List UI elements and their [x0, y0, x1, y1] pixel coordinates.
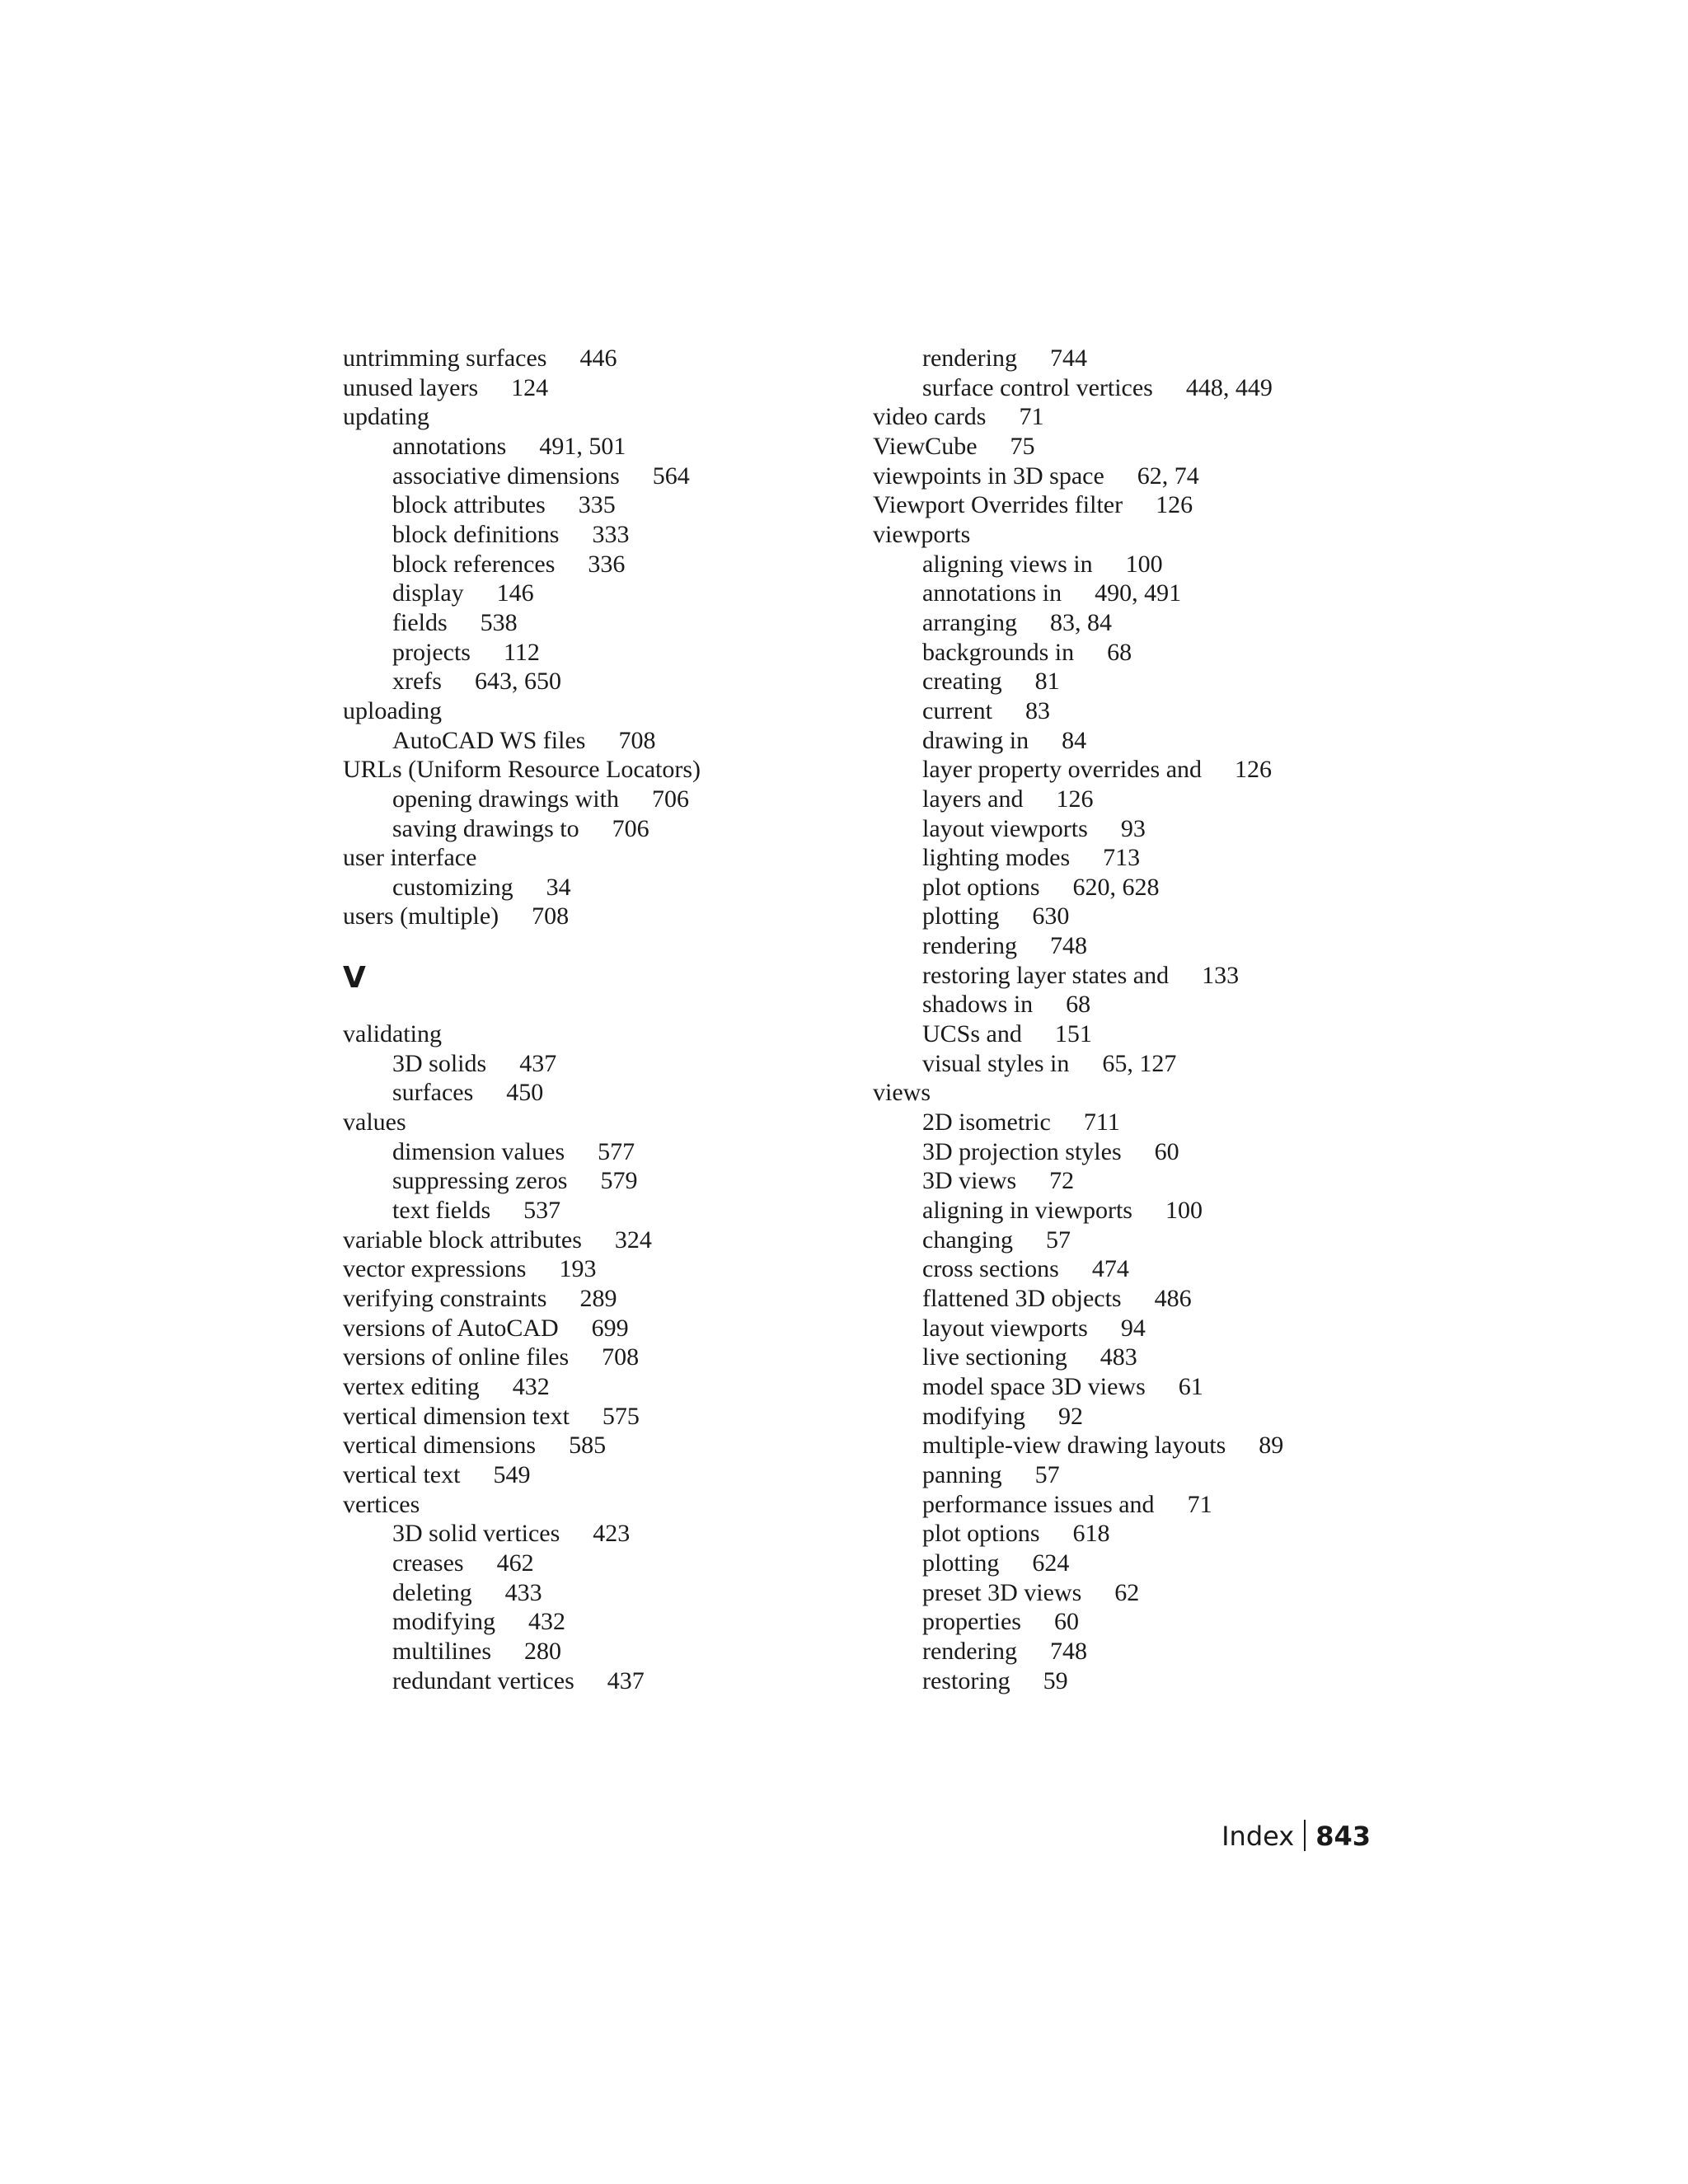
index-entry — [343, 1431, 854, 1460]
index-term: viewpoints in 3D space — [873, 462, 1104, 490]
index-entry — [343, 696, 854, 726]
index-subentry — [343, 1519, 854, 1549]
index-subentry — [873, 902, 1384, 931]
index-term: modifying — [922, 1402, 1025, 1430]
index-term: flattened 3D objects — [922, 1285, 1122, 1312]
index-subentry — [873, 1108, 1384, 1137]
index-term: versions of online files — [343, 1343, 570, 1371]
index-term: shadows in — [922, 991, 1034, 1019]
index-page-refs: 706 — [651, 785, 689, 813]
index-term: vertical dimension text — [343, 1402, 570, 1430]
index-term: layer property overrides and — [922, 756, 1203, 784]
index-page-refs: 89 — [1259, 1432, 1284, 1460]
index-subentry — [873, 1578, 1384, 1608]
index-term: associative dimensions — [392, 462, 620, 490]
index-page-refs: 93 — [1120, 814, 1146, 842]
index-subentry — [873, 608, 1384, 638]
index-entry — [343, 1284, 854, 1314]
index-entry — [873, 462, 1384, 491]
index-page-refs: 151 — [1054, 1020, 1092, 1048]
index-entry — [343, 1490, 854, 1520]
index-subentry — [343, 873, 854, 902]
index-term: rendering — [922, 932, 1017, 960]
index-term: layout viewports — [922, 1314, 1088, 1342]
index-term: ViewCube — [873, 432, 978, 460]
index-term: layout viewports — [922, 814, 1088, 842]
index-page-refs: 34 — [546, 873, 571, 901]
index-entry — [873, 490, 1384, 520]
index-page-refs: 450 — [506, 1079, 544, 1107]
index-entry — [343, 402, 854, 432]
index-term: UCSs and — [922, 1020, 1022, 1048]
index-entry — [873, 520, 1384, 550]
index-term: 3D projection styles — [922, 1137, 1122, 1165]
index-entry — [343, 755, 854, 785]
index-term: 3D views — [922, 1167, 1017, 1195]
index-entry — [343, 1226, 854, 1255]
index-term: modifying — [392, 1608, 495, 1636]
index-term: backgrounds in — [922, 638, 1075, 666]
index-term: users (multiple) — [343, 902, 499, 930]
index-term: xrefs — [392, 668, 442, 696]
index-term: rendering — [922, 1637, 1017, 1665]
index-term: drawing in — [922, 726, 1029, 754]
index-page-refs: 71 — [1019, 403, 1044, 431]
index-page-refs: 126 — [1056, 785, 1094, 813]
index-subentry — [343, 785, 854, 814]
index-entry — [873, 432, 1384, 462]
index-term: cross sections — [922, 1255, 1059, 1283]
index-page-refs: 618 — [1072, 1520, 1110, 1548]
index-page-refs: 81 — [1034, 668, 1060, 696]
index-term: Viewport Overrides filter — [873, 491, 1123, 519]
index-page-refs: 333 — [592, 520, 630, 548]
index-subentry — [343, 550, 854, 579]
index-subentry — [873, 1637, 1384, 1666]
index-term: creases — [392, 1549, 464, 1577]
index-term: model space 3D views — [922, 1372, 1146, 1400]
index-term: video cards — [873, 403, 987, 431]
index-term: customizing — [392, 873, 513, 901]
index-page-refs: 579 — [600, 1167, 638, 1195]
index-subentry — [873, 755, 1384, 785]
index-column-left — [343, 344, 854, 1695]
index-term: current — [922, 696, 992, 724]
index-subentry — [873, 1284, 1384, 1314]
index-page-refs: 575 — [602, 1402, 640, 1430]
index-term: preset 3D views — [922, 1578, 1082, 1606]
index-term: plot options — [922, 1520, 1040, 1548]
index-page-refs: 537 — [523, 1197, 561, 1225]
index-term: vertical text — [343, 1460, 461, 1488]
index-page-refs: 62 — [1114, 1578, 1140, 1606]
index-term: uploading — [343, 696, 442, 724]
index-term: plotting — [922, 1549, 1000, 1577]
index-term: visual styles in — [922, 1049, 1070, 1077]
index-term: surfaces — [392, 1079, 474, 1107]
index-entry — [343, 1254, 854, 1284]
index-page-refs: 432 — [528, 1608, 565, 1636]
index-term: verifying constraints — [343, 1285, 547, 1313]
index-entry — [343, 1108, 854, 1137]
index-page-refs: 68 — [1066, 991, 1091, 1019]
index-entry — [343, 1460, 854, 1490]
index-subentry — [873, 638, 1384, 668]
index-page-refs: 60 — [1053, 1608, 1079, 1636]
index-subentry — [873, 1607, 1384, 1637]
index-page-refs: 193 — [559, 1255, 597, 1283]
index-subentry — [343, 638, 854, 668]
index-page-refs: 432 — [512, 1373, 550, 1400]
index-term: aligning views in — [922, 550, 1093, 578]
index-page-refs: 462 — [496, 1549, 534, 1577]
index-subentry — [873, 1019, 1384, 1049]
index-page-refs: 699 — [591, 1314, 629, 1342]
index-page-refs: 72 — [1049, 1167, 1075, 1195]
index-page-refs: 423 — [593, 1520, 631, 1548]
index-page-refs: 483 — [1100, 1343, 1137, 1371]
index-term: aligning in viewports — [922, 1197, 1132, 1225]
index-subentry — [343, 1137, 854, 1167]
index-term: deleting — [392, 1578, 472, 1606]
index-page-refs: 564 — [652, 462, 690, 490]
index-page-refs: 124 — [511, 373, 549, 401]
index-term: block attributes — [392, 491, 546, 519]
index-subentry — [873, 1254, 1384, 1284]
index-term: URLs (Uniform Resource Locators) — [343, 756, 701, 784]
index-term: versions of AutoCAD — [343, 1314, 559, 1342]
index-term: annotations in — [922, 579, 1062, 607]
index-page-refs: 60 — [1154, 1137, 1179, 1165]
index-page-refs: 112 — [503, 638, 540, 666]
index-page-refs: 706 — [612, 814, 649, 842]
index-page-refs: 57 — [1034, 1460, 1060, 1488]
index-subentry — [873, 843, 1384, 873]
index-column-right — [873, 344, 1384, 1695]
index-subentry — [343, 1549, 854, 1578]
index-term: vector expressions — [343, 1255, 527, 1283]
index-page-refs: 448, 449 — [1185, 373, 1273, 401]
index-page-refs: 94 — [1120, 1314, 1146, 1342]
index-term: 2D isometric — [922, 1108, 1051, 1137]
index-subentry — [873, 990, 1384, 1019]
footer-page-number: 843 — [1315, 1821, 1371, 1852]
index-term: 3D solid vertices — [392, 1520, 560, 1548]
index-entry — [873, 402, 1384, 432]
index-page-refs: 474 — [1091, 1255, 1129, 1283]
index-page-refs: 538 — [480, 608, 518, 636]
index-term: text fields — [392, 1197, 491, 1225]
index-term: live sectioning — [922, 1343, 1067, 1371]
index-page-refs: 708 — [532, 902, 570, 930]
index-page-refs: 62, 74 — [1137, 462, 1199, 490]
footer-section-label: Index — [1221, 1821, 1295, 1852]
index-subentry — [873, 579, 1384, 608]
index-page-refs: 708 — [618, 726, 656, 754]
index-term: AutoCAD WS files — [392, 726, 586, 754]
index-subentry — [873, 1343, 1384, 1372]
index-term: changing — [922, 1226, 1013, 1254]
index-term: redundant vertices — [392, 1666, 574, 1694]
index-page-refs: 577 — [598, 1137, 635, 1165]
index-subentry — [873, 961, 1384, 991]
index-term: saving drawings to — [392, 814, 579, 842]
index-page-refs: 336 — [588, 550, 626, 578]
page-footer — [1221, 1820, 1371, 1852]
index-term: unused layers — [343, 373, 479, 401]
index-subentry — [343, 814, 854, 844]
index-subentry — [873, 1519, 1384, 1549]
index-page-refs: 708 — [602, 1343, 640, 1371]
index-subentry — [873, 1490, 1384, 1520]
index-page-refs: 289 — [579, 1285, 617, 1313]
index-page-refs: 630 — [1032, 902, 1070, 930]
index-page-refs: 68 — [1107, 638, 1132, 666]
index-term: viewports — [873, 520, 971, 548]
index-subentry — [873, 667, 1384, 696]
index-page-refs: 711 — [1083, 1108, 1120, 1137]
index-subentry — [343, 1607, 854, 1637]
index-page-refs: 92 — [1058, 1402, 1083, 1430]
index-term: restoring layer states and — [922, 961, 1170, 989]
index-page-refs: 486 — [1154, 1285, 1192, 1312]
index-subentry — [343, 667, 854, 696]
index-entry — [873, 1078, 1384, 1108]
index-subentry — [343, 1666, 854, 1696]
index-page-refs: 335 — [578, 491, 616, 519]
index-subentry — [343, 1049, 854, 1079]
index-subentry — [873, 1049, 1384, 1079]
index-page-refs: 71 — [1187, 1490, 1212, 1518]
index-page-refs: 585 — [569, 1432, 607, 1460]
index-subentry — [873, 344, 1384, 373]
index-term: fields — [392, 608, 448, 636]
index-term: properties — [922, 1608, 1021, 1636]
index-term: lighting modes — [922, 844, 1071, 872]
index-term: projects — [392, 638, 471, 666]
index-term: views — [873, 1079, 931, 1107]
index-page-refs: 61 — [1178, 1372, 1203, 1400]
index-term: vertex editing — [343, 1373, 480, 1400]
index-entry — [343, 902, 854, 931]
index-entry — [343, 1314, 854, 1343]
index-term: values — [343, 1108, 406, 1137]
index-term: variable block attributes — [343, 1226, 582, 1254]
index-page-refs: 126 — [1235, 756, 1273, 784]
index-page-refs: 100 — [1165, 1197, 1203, 1225]
index-term: vertices — [343, 1490, 420, 1518]
index-term: multilines — [392, 1637, 491, 1665]
index-entry — [343, 1019, 854, 1049]
index-page-refs: 437 — [607, 1666, 645, 1694]
index-subentry — [873, 1372, 1384, 1402]
index-subentry — [873, 1166, 1384, 1196]
index-page-refs: 748 — [1049, 1637, 1087, 1665]
index-page-refs: 126 — [1156, 491, 1193, 519]
index-term: dimension values — [392, 1137, 565, 1165]
index-subentry — [873, 814, 1384, 844]
index-subentry — [873, 931, 1384, 961]
index-term: performance issues and — [922, 1490, 1155, 1518]
index-page-refs: 83 — [1025, 696, 1050, 724]
index-subentry — [873, 1549, 1384, 1578]
index-subentry — [343, 608, 854, 638]
index-page-refs: 643, 650 — [474, 668, 561, 696]
index-term: updating — [343, 403, 429, 431]
index-page-refs: 83, 84 — [1049, 608, 1112, 636]
section-letter-heading: V — [343, 961, 366, 996]
index-term: display — [392, 579, 464, 607]
index-term: surface control vertices — [922, 373, 1153, 401]
index-term: block references — [392, 550, 556, 578]
index-entry — [343, 1402, 854, 1432]
index-term: restoring — [922, 1666, 1010, 1694]
index-subentry — [873, 1402, 1384, 1432]
index-page-refs: 280 — [524, 1637, 561, 1665]
index-term: rendering — [922, 344, 1017, 372]
index-term: annotations — [392, 432, 507, 460]
index-subentry — [873, 550, 1384, 579]
index-term: opening drawings with — [392, 785, 619, 813]
index-page-refs: 713 — [1103, 844, 1141, 872]
index-page-refs: 620, 628 — [1072, 873, 1160, 901]
index-page-refs: 490, 491 — [1095, 579, 1182, 607]
index-entry — [343, 373, 854, 403]
index-subentry — [873, 373, 1384, 403]
index-term: multiple-view drawing layouts — [922, 1432, 1226, 1460]
index-page-refs: 744 — [1049, 344, 1087, 372]
index-page-refs: 84 — [1062, 726, 1087, 754]
index-subentry — [343, 1166, 854, 1196]
index-subentry — [873, 1314, 1384, 1343]
index-subentry — [343, 726, 854, 756]
index-term: arranging — [922, 608, 1017, 636]
index-subentry — [873, 1137, 1384, 1167]
index-term: vertical dimensions — [343, 1432, 537, 1460]
index-page-refs: 65, 127 — [1102, 1049, 1177, 1077]
index-page-refs: 549 — [493, 1460, 531, 1488]
index-term: block definitions — [392, 520, 560, 548]
index-page-refs: 324 — [614, 1226, 652, 1254]
index-subentry — [343, 490, 854, 520]
index-entry — [343, 1343, 854, 1372]
index-page-refs: 491, 501 — [539, 432, 626, 460]
index-term: 3D solids — [392, 1049, 487, 1077]
index-term: user interface — [343, 844, 477, 872]
index-subentry — [873, 1666, 1384, 1696]
index-page-refs: 748 — [1049, 932, 1087, 960]
index-entry — [343, 1372, 854, 1402]
index-page-refs: 437 — [519, 1049, 557, 1077]
index-subentry — [343, 1637, 854, 1666]
index-term: validating — [343, 1020, 442, 1048]
index-term: creating — [922, 668, 1002, 696]
index-subentry — [873, 696, 1384, 726]
index-subentry — [343, 579, 854, 608]
index-page-refs: 146 — [496, 579, 534, 607]
index-term: suppressing zeros — [392, 1167, 568, 1195]
index-entry — [343, 344, 854, 373]
index-subentry — [343, 462, 854, 491]
index-subentry — [343, 1078, 854, 1108]
index-page-refs: 57 — [1045, 1226, 1071, 1254]
index-subentry — [343, 1578, 854, 1608]
index-page-refs: 59 — [1043, 1666, 1068, 1694]
index-term: layers and — [922, 785, 1024, 813]
index-subentry — [873, 1196, 1384, 1226]
index-term: panning — [922, 1460, 1002, 1488]
index-term: plotting — [922, 902, 1000, 930]
index-subentry — [873, 1431, 1384, 1460]
index-subentry — [873, 726, 1384, 756]
index-page-refs: 446 — [579, 344, 617, 372]
index-subentry — [343, 520, 854, 550]
index-term: untrimming surfaces — [343, 344, 547, 372]
index-page-refs: 133 — [1202, 961, 1240, 989]
index-entry — [343, 843, 854, 873]
index-subentry — [873, 785, 1384, 814]
index-subentry — [343, 432, 854, 462]
index-subentry — [873, 1460, 1384, 1490]
index-page-refs: 624 — [1032, 1549, 1070, 1577]
index-page-refs: 433 — [504, 1578, 542, 1606]
index-term: plot options — [922, 873, 1040, 901]
index-subentry — [873, 1226, 1384, 1255]
index-page-refs: 100 — [1125, 550, 1163, 578]
index-subentry — [873, 873, 1384, 902]
index-subentry — [343, 1196, 854, 1226]
footer-separator — [1304, 1820, 1306, 1851]
index-page-refs: 75 — [1010, 432, 1035, 460]
